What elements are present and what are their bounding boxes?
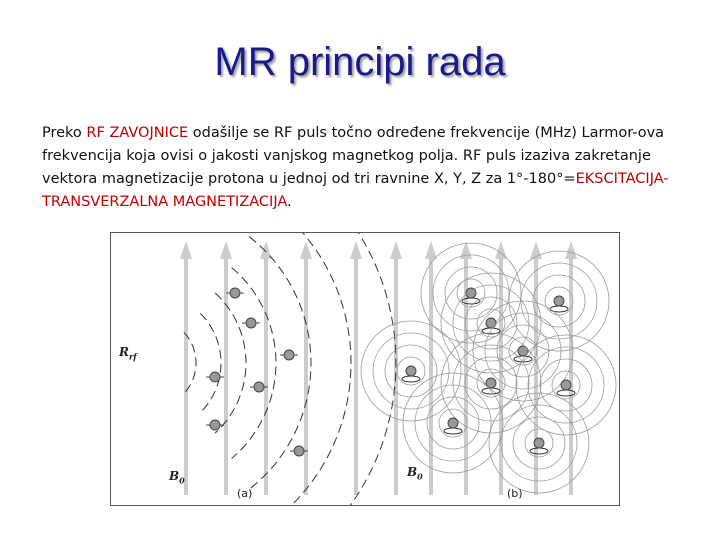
proton xyxy=(284,350,294,360)
proton xyxy=(534,438,544,448)
field-arrow-head xyxy=(390,241,402,259)
panel-a-label: (a) xyxy=(237,487,253,500)
panel-b-label: (b) xyxy=(507,487,523,500)
slide-title: MR principi rada xyxy=(214,40,506,84)
text-segment: . xyxy=(287,194,292,210)
field-arrow-head xyxy=(300,241,312,259)
field-arrow-head xyxy=(220,241,232,259)
proton xyxy=(246,318,256,328)
proton xyxy=(254,382,264,392)
proton xyxy=(554,296,564,306)
field-arrow-head xyxy=(180,241,192,259)
proton xyxy=(294,446,304,456)
proton xyxy=(230,288,240,298)
rf-wavefront xyxy=(215,293,246,433)
body-paragraph xyxy=(42,122,682,214)
text-segment: odašilje se RF puls točno određene frekvencije (MHz) Larmor-ova frekvencija koja ovisi o jakosti vanjskog magnetkog polja. RF puls izaziva zakretanje vektora magnetizacije protona u jednoj od tri ravnine X, Y, Z za 1°-180°= xyxy=(42,125,665,187)
text-segment: Preko xyxy=(42,125,87,141)
proton xyxy=(406,366,416,376)
field-arrow-head xyxy=(350,241,362,259)
figure-illustration xyxy=(111,233,619,505)
b0-symbol-b: $B_0$ xyxy=(407,465,423,482)
proton xyxy=(561,380,571,390)
rf-wavefront xyxy=(285,233,396,505)
precession-orbit xyxy=(530,448,548,454)
proton xyxy=(448,418,458,428)
proton xyxy=(210,372,220,382)
rf-wavefront xyxy=(267,233,351,505)
mr-figure xyxy=(110,232,620,506)
precession-orbit xyxy=(444,428,462,434)
rf-wavefront xyxy=(200,313,221,412)
precession-orbit xyxy=(402,376,420,382)
proton xyxy=(486,318,496,328)
rf-symbol: $R_{rf}$ xyxy=(119,345,137,362)
highlight-excitation: EKSCITACIJA-TRANSVERZALNA MAGNETIZACIJA xyxy=(42,171,669,210)
field-arrow-head xyxy=(565,241,577,259)
highlight-rf-coil: RF ZAVOJNICE xyxy=(86,125,189,141)
proton xyxy=(210,420,220,430)
field-arrow-head xyxy=(425,241,437,259)
b0-symbol-a: $B_0$ xyxy=(169,469,185,486)
